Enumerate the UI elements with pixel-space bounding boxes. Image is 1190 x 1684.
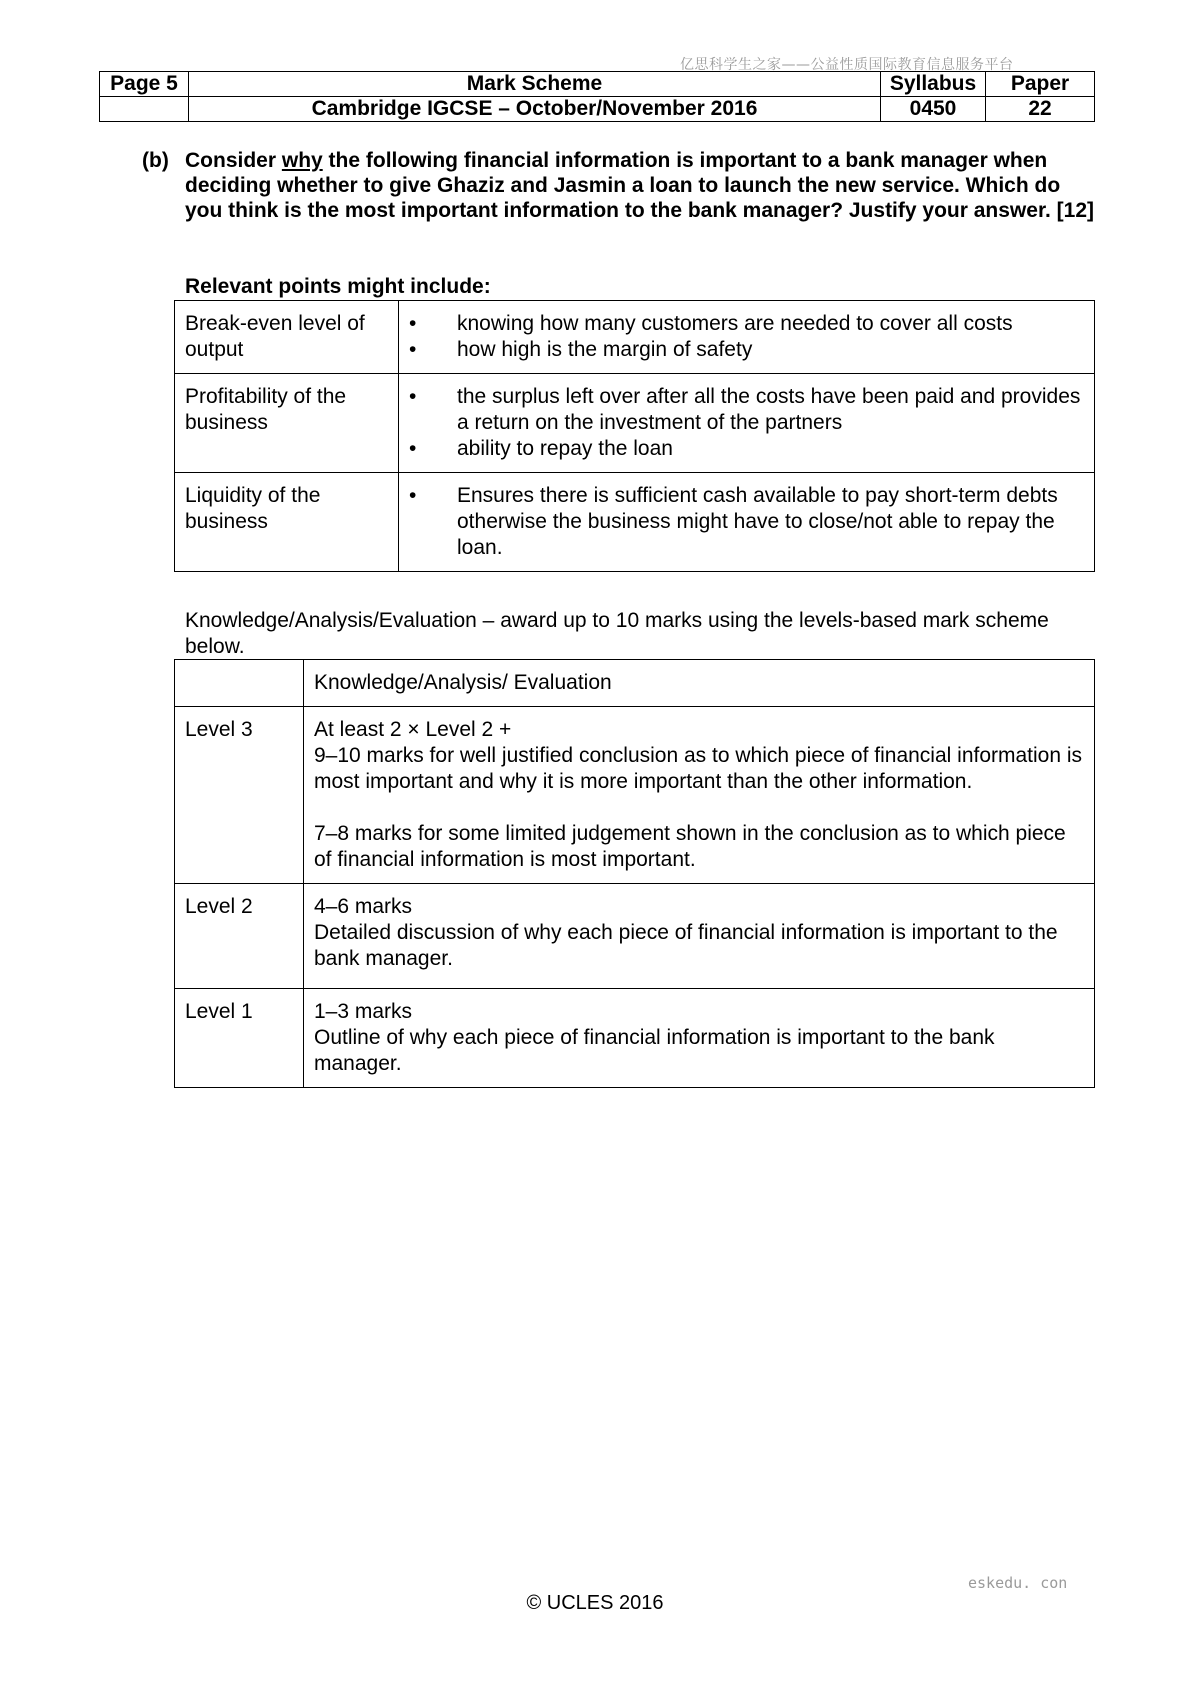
- question-label: (b): [142, 149, 169, 172]
- syllabus-code: 0450: [881, 97, 986, 122]
- syllabus-label: Syllabus: [881, 72, 986, 97]
- level-description: [304, 989, 1095, 1088]
- level-line: 9–10 marks for well justified conclusion as to which piece of financial information is most important and why it is more important than the other information.: [314, 744, 1083, 793]
- level-line: 4–6 marks: [314, 895, 413, 918]
- bullet-item: • knowing how many customers are needed to cover all costs: [409, 311, 1084, 337]
- level-description: [304, 884, 1095, 989]
- table-header-row: [175, 660, 1095, 707]
- relevant-points-table: [174, 300, 1095, 572]
- point-bullets: [399, 374, 1095, 473]
- point-label: Liquidity of the business: [175, 473, 399, 572]
- table-row: [175, 884, 1095, 989]
- bullet-item: • Ensures there is sufficient cash available to pay short-term debts otherwise the business might have to close/not able to repay the loan.: [409, 483, 1084, 561]
- table-row: [175, 374, 1095, 473]
- question-text-emphasis: why: [281, 149, 323, 172]
- page-header-table: [99, 71, 1095, 122]
- table-row: [175, 473, 1095, 572]
- point-label: Break-even level of output: [175, 301, 399, 374]
- levels-header-right: Knowledge/Analysis/ Evaluation: [304, 660, 1095, 707]
- level-line: 1–3 marks: [314, 1000, 413, 1023]
- relevant-points-heading: Relevant points might include:: [185, 275, 491, 298]
- levels-intro: Knowledge/Analysis/Evaluation – award up to 10 marks using the levels-based mark scheme below.: [185, 609, 1049, 658]
- question-text-pre: Consider: [185, 149, 282, 172]
- page-number: Page 5: [100, 72, 189, 97]
- page-number-blank: [100, 97, 189, 122]
- watermark-text: 亿思科学生之家——公益性质国际教育信息服务平台: [680, 57, 1014, 73]
- level-line-spacer: [314, 795, 1084, 821]
- bullet-item: • the surplus left over after all the costs have been paid and provides a return on the investment of the partners: [409, 384, 1084, 436]
- footer-watermark: eskedu. con: [968, 1574, 1068, 1592]
- table-row: [175, 707, 1095, 884]
- level-line: Detailed discussion of why each piece of financial information is important to the bank manager.: [314, 921, 1058, 970]
- point-label: Profitability of the business: [175, 374, 399, 473]
- document-title: Mark Scheme: [189, 72, 881, 97]
- point-bullets: [399, 301, 1095, 374]
- levels-header-left: [175, 660, 304, 707]
- level-description: [304, 707, 1095, 884]
- level-label: Level 2: [175, 884, 304, 989]
- point-bullets: [399, 473, 1095, 572]
- copyright-notice: © UCLES 2016: [526, 1592, 664, 1614]
- bullet-item: • how high is the margin of safety: [409, 337, 1084, 363]
- level-label: Level 1: [175, 989, 304, 1088]
- table-row: [175, 989, 1095, 1088]
- paper-label: Paper: [986, 72, 1095, 97]
- document-subtitle: Cambridge IGCSE – October/November 2016: [189, 97, 881, 122]
- question-text-post: the following financial information is important to a bank manager when deciding whether to give Ghaziz and Jasmin a loan to launch the new service. Which do you think is the most important information to the bank manager? Justify your answer.: [185, 149, 1061, 222]
- paper-number: 22: [986, 97, 1095, 122]
- question-text: [185, 148, 1094, 223]
- question-marks: [12]: [1056, 199, 1094, 222]
- level-line: 7–8 marks for some limited judgement shown in the conclusion as to which piece of financial information is most important.: [314, 822, 1066, 871]
- level-label: Level 3: [175, 707, 304, 884]
- levels-table: [174, 659, 1095, 1088]
- level-line: Outline of why each piece of financial information is important to the bank manager.: [314, 1026, 995, 1075]
- table-row: [175, 301, 1095, 374]
- level-line: At least 2 × Level 2 +: [314, 718, 512, 741]
- bullet-item: • ability to repay the loan: [409, 436, 1084, 462]
